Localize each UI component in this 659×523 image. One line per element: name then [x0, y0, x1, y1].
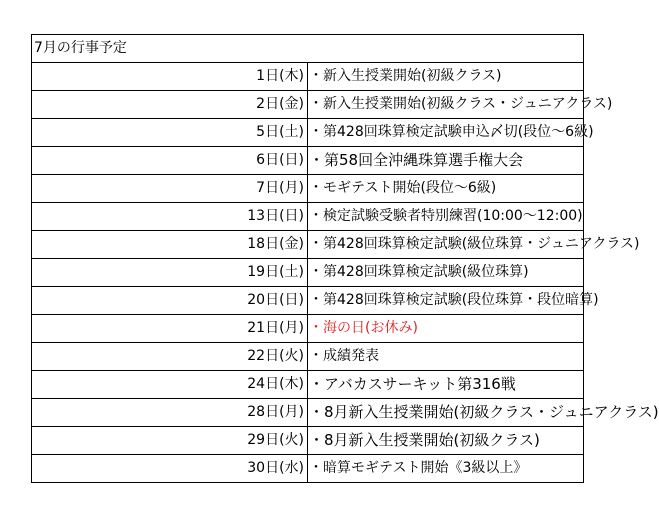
schedule-row: [32, 175, 584, 203]
title-row: [32, 35, 584, 63]
schedule-table: [31, 34, 659, 483]
schedule-date: 7日(月): [32, 175, 308, 203]
schedule-date: 5日(土): [32, 119, 308, 147]
schedule-event: ・新入生授業開始(初級クラス): [308, 63, 584, 91]
schedule-event: ・8月新入生授業開始(初級クラス・ジュニアクラス): [308, 399, 584, 427]
schedule-event: ・新入生授業開始(初級クラス・ジュニアクラス): [308, 91, 584, 119]
schedule-date: 30日(水): [32, 455, 308, 483]
schedule-row: [32, 231, 584, 259]
schedule-date: 28日(月): [32, 399, 308, 427]
schedule-row: [32, 203, 584, 231]
schedule-row: [32, 91, 584, 119]
schedule-event: ・第428回珠算検定試験(段位珠算・段位暗算): [308, 287, 584, 315]
schedule-row: [32, 315, 584, 343]
schedule-date: 21日(月): [32, 315, 308, 343]
schedule-row: [32, 371, 584, 399]
schedule-event: ・成績発表: [308, 343, 584, 371]
schedule-date: 18日(金): [32, 231, 308, 259]
schedule-row: [32, 147, 584, 175]
schedule-event-holiday: ・海の日(お休み): [308, 315, 584, 343]
schedule-event: ・8月新入生授業開始(初級クラス): [308, 427, 584, 455]
schedule-row: [32, 455, 584, 483]
schedule-row: [32, 427, 584, 455]
schedule-date: 24日(木): [32, 371, 308, 399]
schedule-event: ・第428回珠算検定試験(級位珠算): [308, 259, 584, 287]
schedule-date: 20日(日): [32, 287, 308, 315]
schedule-date: 1日(木): [32, 63, 308, 91]
schedule-row: [32, 259, 584, 287]
schedule-event: ・第428回珠算検定試験(級位珠算・ジュニアクラス): [308, 231, 584, 259]
schedule-event: ・検定試験受験者特別練習(10:00～12:00): [308, 203, 584, 231]
schedule-event: ・モギテスト開始(段位～6級): [308, 175, 584, 203]
schedule-event: ・アバカスサーキット第316戦: [308, 371, 584, 399]
schedule-date: 19日(土): [32, 259, 308, 287]
schedule-date: 6日(日): [32, 147, 308, 175]
schedule-event: ・第428回珠算検定試験申込〆切(段位～6級): [308, 119, 584, 147]
schedule-date: 29日(火): [32, 427, 308, 455]
schedule-event: ・暗算モギテスト開始《3級以上》: [308, 455, 584, 483]
schedule-row: [32, 399, 584, 427]
schedule-row: [32, 63, 584, 91]
schedule-date: 13日(日): [32, 203, 308, 231]
schedule-row: [32, 119, 584, 147]
schedule-row: [32, 343, 584, 371]
schedule-event: ・第58回全沖縄珠算選手権大会: [308, 147, 584, 175]
schedule-title: 7月の行事予定: [32, 35, 584, 63]
schedule-date: 22日(火): [32, 343, 308, 371]
schedule-date: 2日(金): [32, 91, 308, 119]
schedule-row: [32, 287, 584, 315]
